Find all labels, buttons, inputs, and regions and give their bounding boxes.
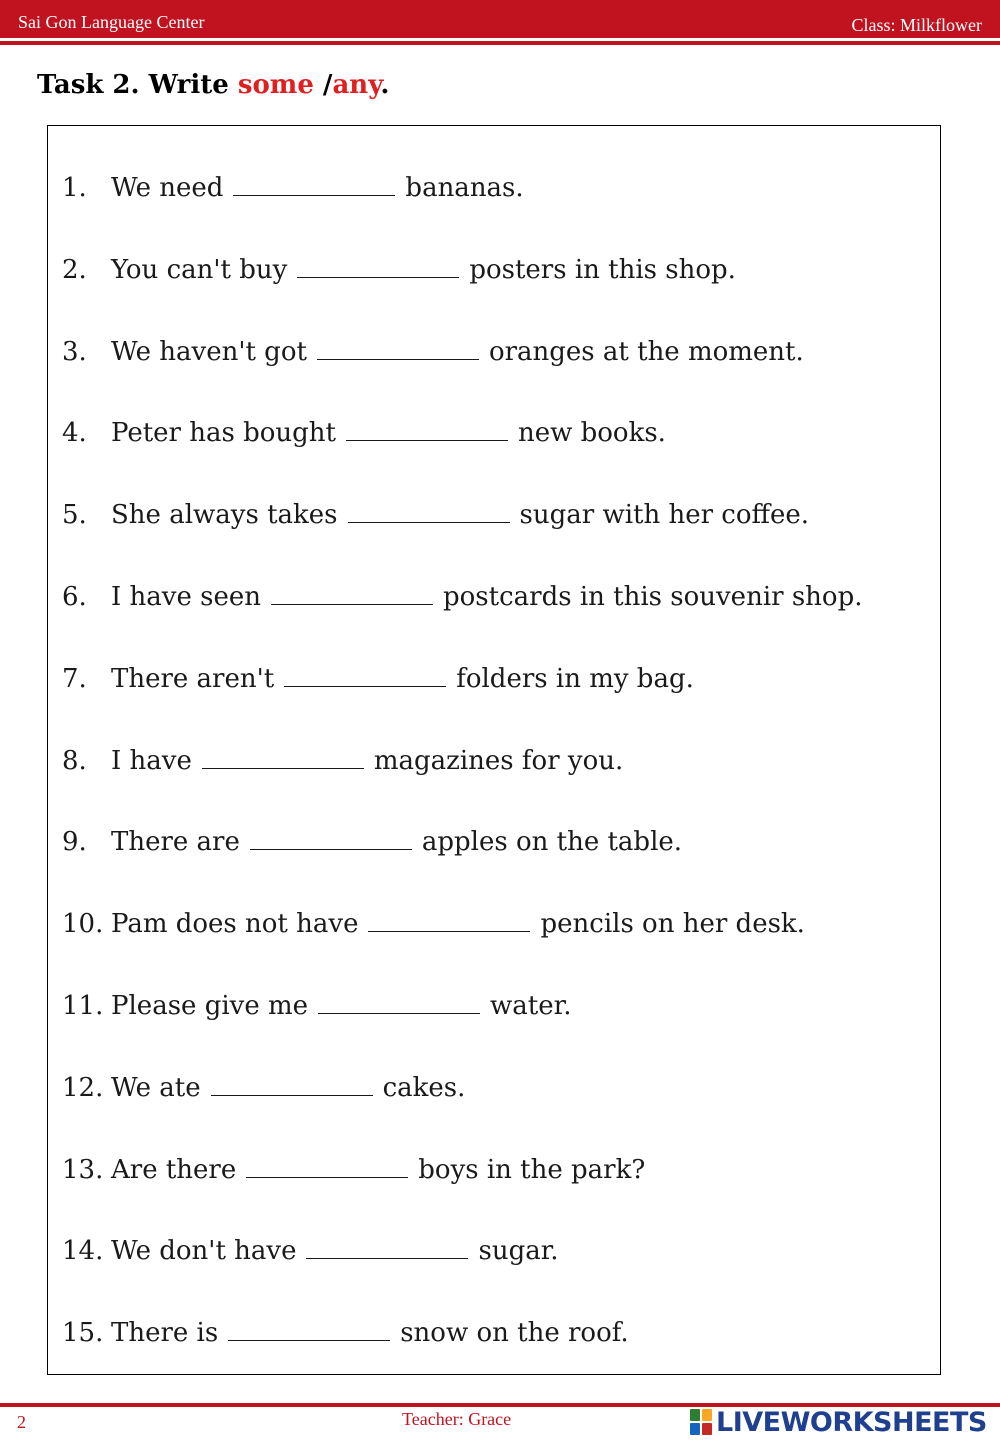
- question-text-after: apples on the table.: [421, 827, 683, 858]
- question-number: 11.: [62, 991, 104, 1021]
- question-text-before: Peter has bought: [111, 418, 336, 449]
- question-item: [62, 498, 809, 532]
- question-item: [62, 662, 694, 696]
- question-number: 4.: [62, 418, 87, 449]
- teacher-name: Teacher: Grace: [402, 1409, 512, 1429]
- answer-blank[interactable]: [306, 1234, 468, 1259]
- task-suffix: .: [380, 70, 390, 100]
- answer-blank[interactable]: [246, 1153, 408, 1178]
- question-item: [62, 907, 805, 941]
- answer-blank[interactable]: [284, 662, 446, 687]
- question-text-after: new books.: [517, 418, 666, 449]
- question-text-before: You can't buy: [111, 254, 288, 285]
- question-number: 10.: [62, 909, 104, 940]
- question-text-after: cakes.: [382, 1072, 466, 1103]
- answer-blank[interactable]: [317, 335, 479, 360]
- question-number: 8.: [62, 745, 87, 776]
- answer-blank[interactable]: [368, 907, 530, 932]
- task-word-any: any: [332, 70, 381, 100]
- question-item: [62, 1316, 629, 1350]
- question-text-before: We ate: [111, 1072, 201, 1103]
- question-number: 3.: [62, 336, 87, 367]
- question-text-after: oranges at the moment.: [488, 336, 804, 367]
- logo-text: LIVEWORKSHEETS: [716, 1406, 987, 1438]
- question-text-before: Pam does not have: [111, 909, 359, 940]
- question-text-after: sugar with her coffee.: [519, 500, 810, 531]
- question-number: 9.: [62, 827, 87, 858]
- answer-blank[interactable]: [348, 498, 510, 523]
- task-separator: /: [313, 70, 333, 100]
- question-item: [62, 744, 623, 778]
- liveworksheets-logo: [690, 1407, 987, 1437]
- answer-blank[interactable]: [233, 171, 395, 196]
- question-text-after: water.: [490, 991, 572, 1021]
- question-text-after: bananas.: [405, 173, 524, 203]
- question-number: 7.: [62, 663, 87, 694]
- question-text-before: There is: [111, 1318, 219, 1349]
- task-title: [37, 70, 389, 100]
- question-item: [62, 580, 862, 614]
- answer-blank[interactable]: [346, 416, 508, 441]
- page-number: 2: [17, 1412, 26, 1432]
- question-text-after: snow on the roof.: [400, 1318, 629, 1349]
- class-label: Class: Milkflower: [851, 15, 982, 35]
- question-text-after: posters in this shop.: [469, 254, 736, 285]
- question-item: [62, 253, 736, 287]
- header-divider: [0, 41, 1000, 45]
- question-text-before: We need: [111, 173, 224, 203]
- question-text-before: I have seen: [111, 582, 261, 612]
- answer-blank[interactable]: [297, 253, 459, 278]
- answer-blank[interactable]: [318, 989, 480, 1014]
- question-number: 12.: [62, 1072, 104, 1103]
- question-item: [62, 1153, 645, 1187]
- answer-blank[interactable]: [250, 825, 412, 850]
- question-number: 15.: [62, 1318, 104, 1349]
- question-text-before: I have: [111, 745, 192, 776]
- question-text-after: magazines for you.: [373, 745, 624, 776]
- question-item: [62, 171, 524, 205]
- question-item: [62, 989, 571, 1023]
- question-number: 1.: [62, 173, 87, 203]
- task-prefix: Task 2. Write: [37, 70, 238, 100]
- question-item: [62, 335, 804, 369]
- question-number: 5.: [62, 500, 87, 531]
- question-text-before: Please give me: [111, 991, 309, 1021]
- center-name: Sai Gon Language Center: [18, 12, 205, 32]
- question-item: [62, 416, 666, 450]
- question-item: [62, 1234, 559, 1268]
- question-text-after: postcards in this souvenir shop.: [442, 582, 863, 612]
- answer-blank[interactable]: [202, 744, 364, 769]
- question-text-before: She always takes: [111, 500, 338, 531]
- question-item: [62, 825, 682, 859]
- question-number: 2.: [62, 254, 87, 285]
- question-text-before: There are: [111, 827, 240, 858]
- question-number: 14.: [62, 1236, 104, 1267]
- question-text-after: boys in the park?: [418, 1154, 646, 1185]
- answer-blank[interactable]: [271, 580, 433, 605]
- question-text-before: We don't have: [111, 1236, 297, 1267]
- question-item: [62, 1071, 465, 1105]
- question-text-before: There aren't: [111, 663, 275, 694]
- logo-grid-icon: [690, 1409, 712, 1435]
- question-text-after: sugar.: [478, 1236, 559, 1267]
- answer-blank[interactable]: [228, 1316, 390, 1341]
- question-text-after: pencils on her desk.: [540, 909, 805, 940]
- question-text-after: folders in my bag.: [456, 663, 694, 694]
- answer-blank[interactable]: [211, 1071, 373, 1096]
- question-number: 13.: [62, 1154, 104, 1185]
- question-text-before: Are there: [111, 1154, 237, 1185]
- task-word-some: some: [237, 70, 314, 100]
- question-text-before: We haven't got: [111, 336, 307, 367]
- question-number: 6.: [62, 582, 87, 612]
